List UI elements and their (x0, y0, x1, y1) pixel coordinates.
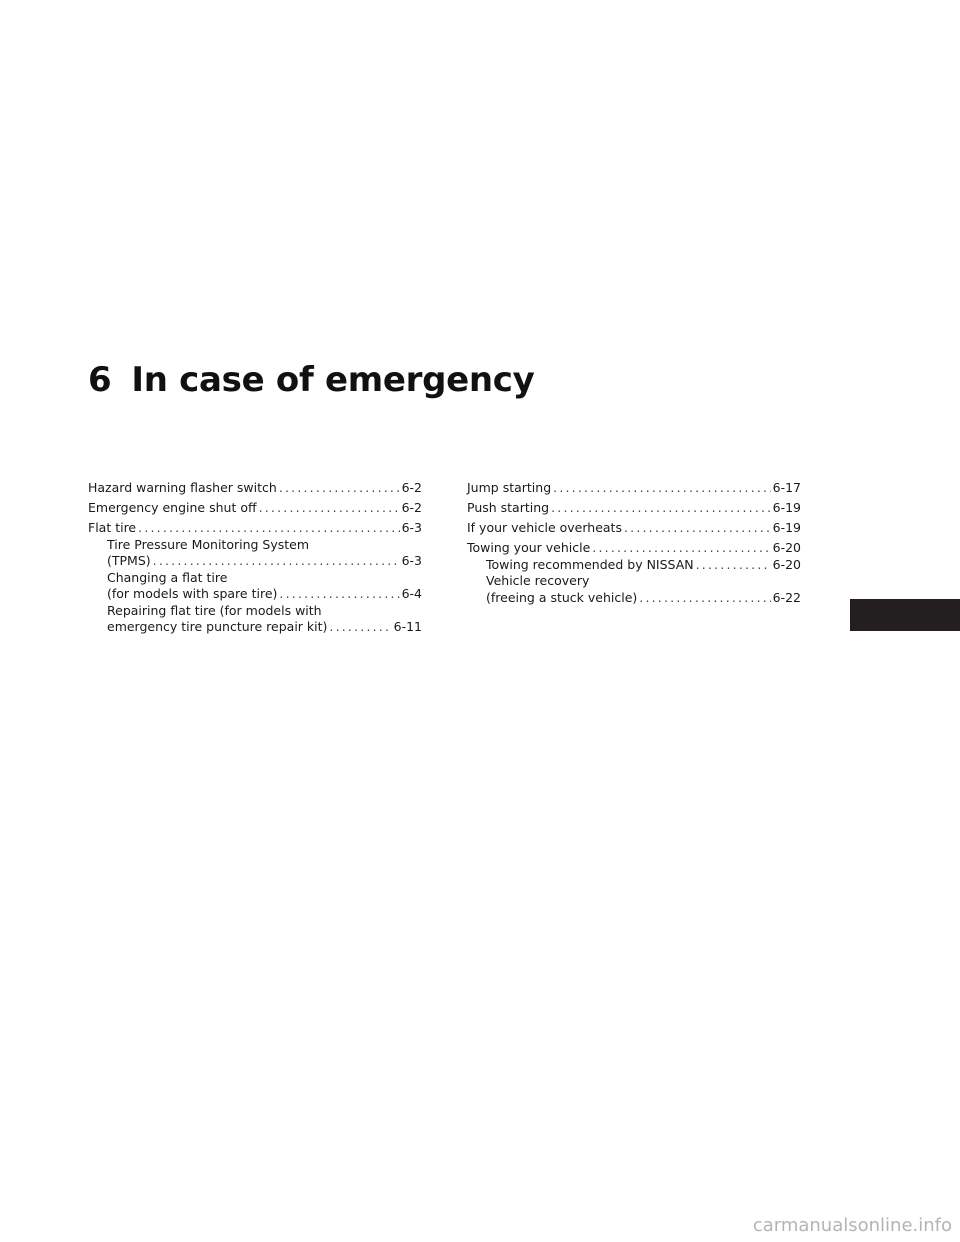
chapter-title (88, 360, 535, 400)
toc-entry-towing[interactable] (467, 540, 801, 557)
dot-leader (279, 586, 399, 603)
toc-entry-page: 6-22 (772, 589, 801, 605)
toc-entry-label: emergency tire puncture repair kit) (107, 619, 328, 634)
toc-entry-vehicle-recovery[interactable] (467, 573, 801, 606)
chapter-name: In case of emergency (131, 360, 535, 400)
toc-entry-label: Jump starting (467, 480, 552, 495)
toc-entry-page: 6-20 (772, 556, 801, 572)
toc-entry-label: Hazard warning flasher switch (88, 480, 277, 495)
dot-leader (259, 500, 400, 517)
toc-left-column (88, 480, 422, 636)
toc-entry-tpms[interactable] (88, 537, 422, 570)
toc-entry-label-line1: Tire Pressure Monitoring System (107, 536, 310, 552)
toc-entry-page: 6-11 (393, 619, 422, 634)
toc-entry-label: (TPMS) (107, 553, 151, 568)
toc-entry-label: (for models with spare tire) (107, 586, 278, 601)
watermark: carmanualsonline.info (752, 1215, 952, 1236)
dot-leader (624, 520, 771, 537)
toc-entry-label: Towing recommended by NISSAN (486, 556, 694, 572)
dot-leader (279, 480, 400, 497)
toc-entry-changing-flat-tire[interactable] (88, 570, 422, 603)
dot-leader (153, 553, 400, 570)
toc-entry-towing-nissan[interactable] (467, 557, 801, 574)
toc-entry-page: 6-20 (772, 540, 801, 555)
toc-entry-flat-tire[interactable] (88, 520, 422, 537)
toc-entry-page: 6-2 (401, 480, 422, 495)
toc-entry-jump-starting[interactable] (467, 480, 801, 497)
toc-entry-page: 6-4 (401, 586, 422, 601)
toc-entry-engine-shutoff[interactable] (88, 500, 422, 517)
toc-right-column (467, 480, 801, 606)
toc-entry-page: 6-3 (401, 520, 422, 535)
toc-entry-overheats[interactable] (467, 520, 801, 537)
chapter-number: 6 (88, 360, 112, 400)
toc-entry-label-line1: Repairing flat tire (for models with (107, 602, 322, 618)
dot-leader (329, 619, 391, 636)
toc-entry-label: Emergency engine shut off (88, 500, 257, 515)
toc-entry-hazard[interactable] (88, 480, 422, 497)
toc-entry-page: 6-2 (401, 500, 422, 515)
dot-leader (592, 540, 770, 557)
toc-entry-label: (freeing a stuck vehicle) (486, 589, 638, 605)
toc-entry-label: If your vehicle overheats (467, 520, 622, 535)
toc-entry-label: Flat tire (88, 520, 137, 535)
toc-entry-label-line1: Changing a flat tire (107, 569, 228, 585)
dot-leader (639, 590, 770, 607)
toc-entry-page: 6-19 (772, 520, 801, 535)
toc-entry-page: 6-3 (401, 553, 422, 568)
toc-entry-repairing-flat-tire[interactable] (88, 603, 422, 636)
toc-entry-page: 6-17 (772, 480, 801, 495)
dot-leader (138, 520, 399, 537)
dot-leader (551, 500, 771, 517)
chapter-thumb-tab (850, 599, 960, 631)
toc-entry-label: Towing your vehicle (467, 540, 591, 555)
toc-entry-label: Push starting (467, 500, 550, 515)
toc-entry-push-starting[interactable] (467, 500, 801, 517)
toc-entry-label-line1: Vehicle recovery (486, 573, 590, 588)
dot-leader (696, 557, 771, 574)
dot-leader (553, 480, 770, 497)
toc-entry-page: 6-19 (772, 500, 801, 515)
